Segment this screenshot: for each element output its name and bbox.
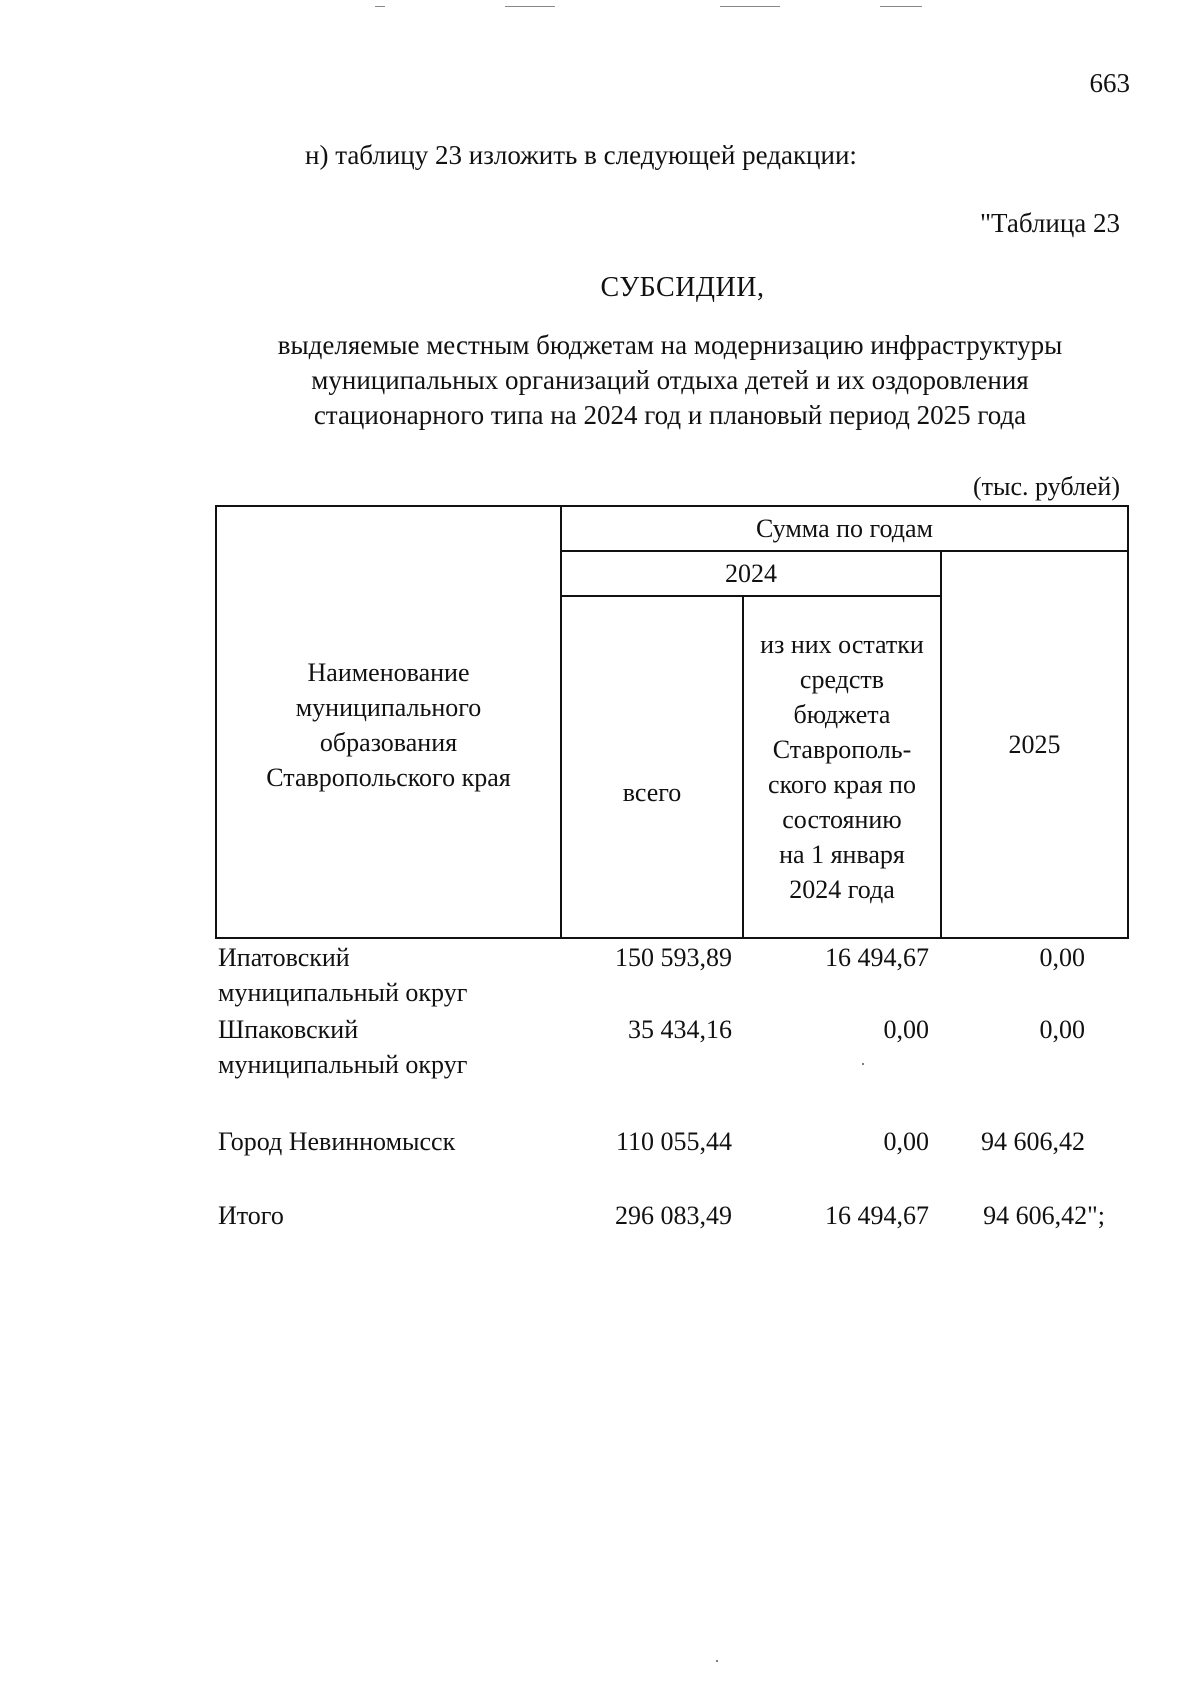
scan-artifact bbox=[880, 6, 922, 7]
table-row-name bbox=[218, 1012, 548, 1082]
header-remainder-line: состоянию bbox=[782, 805, 902, 834]
row-name-line: муниципальный округ bbox=[218, 1050, 468, 1079]
scan-artifact bbox=[716, 1660, 718, 1662]
header-total: всего bbox=[561, 596, 743, 938]
table-header bbox=[215, 505, 1129, 939]
row-name-line: Ипатовский bbox=[218, 943, 350, 972]
document-title: СУБСИДИИ, bbox=[600, 272, 765, 303]
subtitle-line: стационарного типа на 2024 год и плановый период 2025 года bbox=[313, 400, 1027, 430]
header-name-line: образования bbox=[319, 728, 458, 757]
header-sum-by-years: Сумма по годам bbox=[561, 506, 1128, 551]
row-2025-value: 94 606,42"; bbox=[983, 1201, 1105, 1230]
units-label: (тыс. рублей) bbox=[972, 472, 1120, 501]
table-row-name bbox=[218, 1124, 548, 1159]
header-name-line: Наименование bbox=[307, 658, 470, 687]
header-remainder-line: на 1 января bbox=[779, 840, 905, 869]
header-remainder-line: бюджета bbox=[793, 700, 891, 729]
row-remainder-value: 0,00 bbox=[883, 1127, 929, 1156]
header-year-2024: 2024 bbox=[561, 551, 941, 596]
subtitle-line: муниципальных организаций отдыха детей и их оздоровления bbox=[311, 365, 1029, 395]
header-remainder-line: Ставрополь- bbox=[772, 735, 912, 764]
header-name-column bbox=[216, 506, 561, 938]
page-number: 663 bbox=[1089, 68, 1130, 98]
document-subtitle bbox=[0, 328, 1200, 433]
row-total-value: 296 083,49 bbox=[615, 1201, 732, 1230]
subtitle-line: выделяемые местным бюджетам на модернизацию инфраструктуры bbox=[277, 330, 1063, 360]
row-2025-value: 94 606,42 bbox=[981, 1127, 1085, 1156]
row-total-value: 35 434,16 bbox=[628, 1015, 732, 1044]
header-remainder-line: ского края по bbox=[768, 770, 916, 799]
intro-text: н) таблицу 23 изложить в следующей редакции: bbox=[305, 140, 857, 170]
header-remainder-line: 2024 года bbox=[789, 875, 895, 904]
table-label: "Таблица 23 bbox=[980, 208, 1120, 238]
row-total-value: 150 593,89 bbox=[615, 943, 732, 972]
scan-artifact bbox=[375, 6, 385, 7]
header-name-line: муниципального bbox=[295, 693, 482, 722]
scan-artifact bbox=[862, 1063, 864, 1065]
row-remainder-value: 16 494,67 bbox=[825, 1201, 929, 1230]
scan-artifact bbox=[505, 6, 555, 7]
row-2025-value: 0,00 bbox=[1039, 943, 1085, 972]
row-total-value: 110 055,44 bbox=[615, 1127, 732, 1156]
row-remainder-value: 0,00 bbox=[883, 1015, 929, 1044]
table-row-name bbox=[218, 940, 548, 1010]
header-name-line: Ставропольского края bbox=[266, 763, 511, 792]
header-year-2025: 2025 bbox=[941, 551, 1128, 938]
row-remainder-value: 16 494,67 bbox=[825, 943, 929, 972]
row-name-line: муниципальный округ bbox=[218, 978, 468, 1007]
table-row-name bbox=[218, 1198, 548, 1233]
scan-artifact bbox=[720, 6, 780, 7]
header-remainder bbox=[743, 596, 941, 938]
header-remainder-line: средств bbox=[799, 665, 885, 694]
row-name-line: Итого bbox=[218, 1201, 284, 1230]
row-name-line: Город Невинномысск bbox=[218, 1127, 456, 1156]
row-2025-value: 0,00 bbox=[1039, 1015, 1085, 1044]
row-name-line: Шпаковский bbox=[218, 1015, 359, 1044]
header-remainder-line: из них остатки bbox=[760, 630, 924, 659]
